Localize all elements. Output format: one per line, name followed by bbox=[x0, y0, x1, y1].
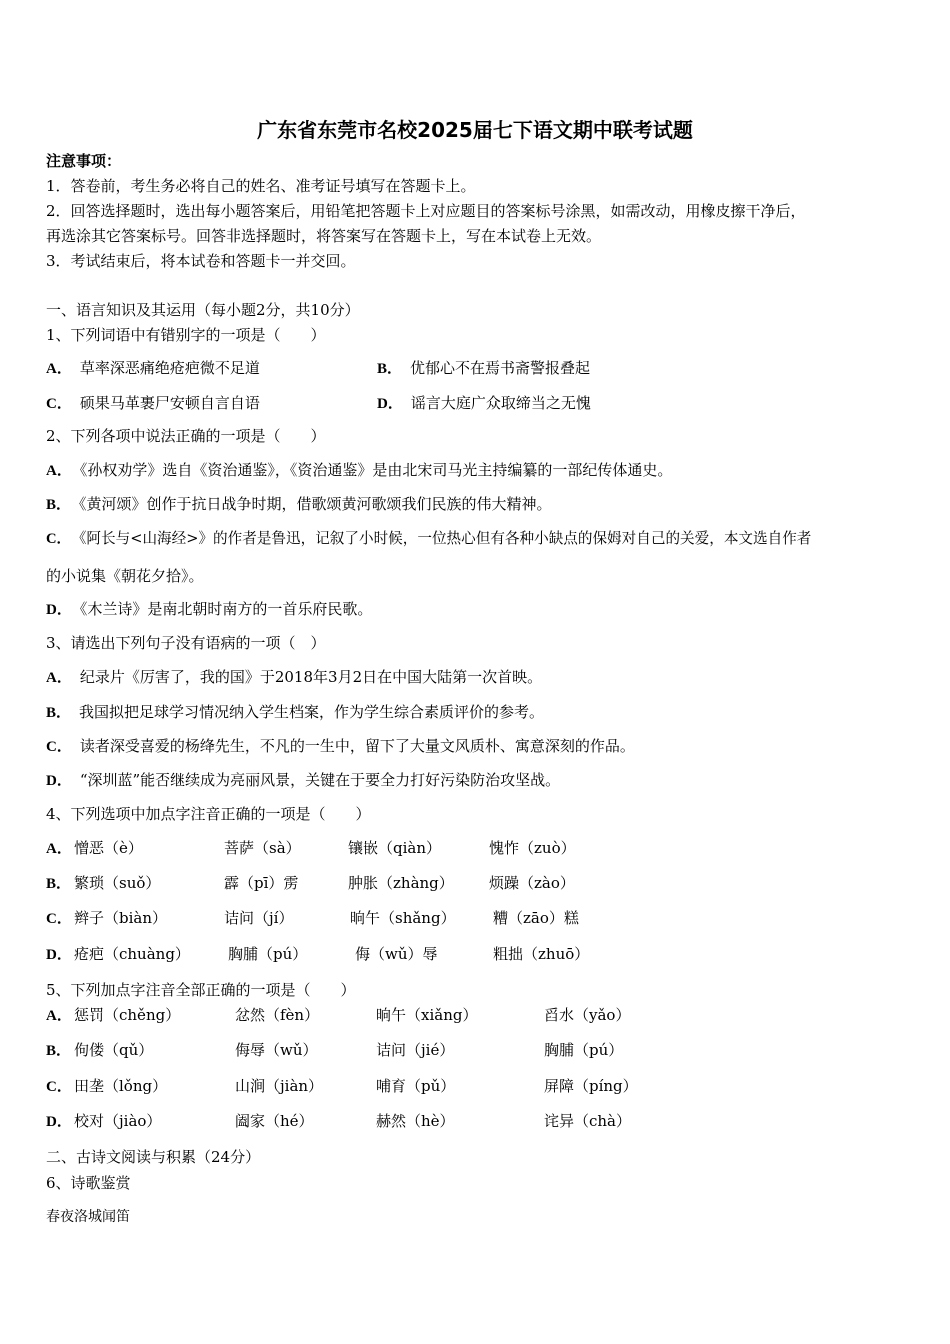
q1-option-b-text: 优郁心不在焉书斋警报叠起 bbox=[410, 359, 591, 377]
question-5-stem: 5、下列加点字注音全部正确的一项是（ ） bbox=[46, 981, 356, 999]
q4-a-item: 愧怍（zuò） bbox=[489, 839, 576, 857]
q2-option-a-text: 《孙权劝学》选自《资治通鉴》，《资治通鉴》是由北宋司马光主持编纂的一部纪传体通史。 bbox=[79, 461, 673, 479]
q2-option-c[interactable]: C． 《阿长与<山海经>》的作者是鲁迅，记叙了小时候，一位热心但有各种小缺点的保姆对自己的关爱，本文选自作者 bbox=[46, 530, 812, 547]
q5-d-item: 阖家（hé） bbox=[235, 1112, 314, 1130]
section-2-heading: 二、古诗文阅读与积累（24分） bbox=[46, 1148, 261, 1166]
q2-option-c-text: 《阿长与<山海经>》的作者是鲁迅，记叙了小时候，一位热心但有各种小缺点的保姆对自己的关爱，本文选自作者 bbox=[79, 530, 812, 547]
q3-option-a-text: 纪录片《厉害了，我的国》于2018年3月2日在中国大陆第一次首映。 bbox=[79, 668, 543, 686]
q1-option-c-text: 硕果马革裹尸安顿自言自语 bbox=[79, 394, 260, 412]
q2-option-d-text: 《木兰诗》是南北朝时南方的一首乐府民歌。 bbox=[79, 600, 373, 618]
section-1-heading: 一、语言知识及其运用（每小题2分，共10分） bbox=[46, 301, 360, 319]
q4-c-item: 辫子（biàn） bbox=[74, 909, 168, 927]
q3-option-d-text: “深圳蓝”能否继续成为亮丽风景，关键在于要全力打好污染防治攻坚战。 bbox=[79, 771, 561, 789]
q1-option-d-text: 谣言大庭广众取缔当之无愧 bbox=[410, 394, 591, 412]
q2-option-d[interactable]: D． 《木兰诗》是南北朝时南方的一首乐府民歌。 bbox=[46, 600, 373, 618]
q4-d-item: 疮疤（chuàng） bbox=[74, 945, 190, 963]
q3-option-b[interactable]: B． 我国拟把足球学习情况纳入学生档案，作为学生综合素质评价的参考。 bbox=[46, 703, 545, 721]
q4-d-item: 胸脯（pú） bbox=[228, 945, 308, 963]
q5-c-item: 田垄（lǒng） bbox=[74, 1077, 168, 1095]
q4-b-item: 繁琐（suǒ） bbox=[74, 874, 161, 892]
q4-d-item: 粗拙（zhuō） bbox=[493, 945, 590, 963]
notice-item: 1．答卷前，考生务必将自己的姓名、准考证号填写在答题卡上。 bbox=[46, 177, 476, 195]
q4-a-item: 镶嵌（qiàn） bbox=[348, 839, 442, 857]
q3-option-b-text: 我国拟把足球学习情况纳入学生档案，作为学生综合素质评价的参考。 bbox=[79, 703, 545, 721]
q5-d-item: 诧异（chà） bbox=[544, 1112, 632, 1130]
q1-option-b[interactable]: B． 优郁心不在焉书斋警报叠起 bbox=[377, 359, 591, 377]
q2-option-a[interactable]: A． 《孙权劝学》选自《资治通鉴》，《资治通鉴》是由北宋司马光主持编纂的一部纪传体通史。 bbox=[46, 461, 673, 479]
q3-option-c-text: 读者深受喜爱的杨绛先生，不凡的一生中，留下了大量文风质朴、寓意深刻的作品。 bbox=[79, 737, 635, 755]
question-2-stem: 2、下列各项中说法正确的一项是（ ） bbox=[46, 427, 326, 445]
q3-option-c[interactable]: C． 读者深受喜爱的杨绛先生，不凡的一生中，留下了大量文风质朴、寓意深刻的作品。 bbox=[46, 737, 635, 755]
q5-d-item: 校对（jiào） bbox=[74, 1112, 162, 1130]
q5-a-item: 晌午（xiǎng） bbox=[376, 1006, 478, 1024]
q1-option-d[interactable]: D． 谣言大庭广众取缔当之无愧 bbox=[377, 394, 591, 412]
page-title: 广东省东莞市名校2025届七下语文期中联考试题 bbox=[257, 118, 693, 142]
question-6-stem: 6、诗歌鉴赏 bbox=[46, 1174, 131, 1192]
q4-d-item: 侮（wǔ）辱 bbox=[355, 945, 438, 963]
q4-option-a[interactable]: A． bbox=[46, 841, 72, 857]
question-3-stem: 3、请选出下列句子没有语病的一项（ ） bbox=[46, 634, 326, 652]
q1-option-c[interactable]: C． 硕果马革裹尸安顿自言自语 bbox=[46, 394, 260, 412]
q5-option-a[interactable]: A． bbox=[46, 1008, 72, 1024]
q1-option-a[interactable]: A． 草率深恶痛绝疮疤微不足道 bbox=[46, 359, 260, 377]
q5-c-item: 山涧（jiàn） bbox=[235, 1077, 324, 1095]
q5-a-item: 惩罚（chěng） bbox=[74, 1006, 181, 1024]
q4-b-item: 烦躁（zào） bbox=[489, 874, 575, 892]
q5-b-item: 胸脯（pú） bbox=[544, 1041, 624, 1059]
q4-option-d[interactable]: D． bbox=[46, 947, 72, 963]
q3-option-a[interactable]: A． 纪录片《厉害了，我的国》于2018年3月2日在中国大陆第一次首映。 bbox=[46, 668, 543, 686]
q4-b-item: 肿胀（zhàng） bbox=[348, 874, 454, 892]
q5-a-item: 忿然（fèn） bbox=[235, 1006, 320, 1024]
q4-c-item: 糟（zāo）糕 bbox=[493, 909, 579, 927]
q5-option-b[interactable]: B． bbox=[46, 1043, 72, 1059]
q2-option-b-text: 《黄河颂》创作于抗日战争时期，借歌颂黄河歌颂我们民族的伟大精神。 bbox=[79, 495, 552, 513]
q5-b-item: 侮辱（wǔ） bbox=[235, 1041, 318, 1059]
q5-d-item: 赫然（hè） bbox=[376, 1112, 455, 1130]
q4-b-item: 霹（pī）雳 bbox=[224, 874, 299, 892]
q5-b-item: 佝偻（qǔ） bbox=[74, 1041, 154, 1059]
question-4-stem: 4、下列选项中加点字注音正确的一项是（ ） bbox=[46, 805, 371, 823]
q2-option-b[interactable]: B． 《黄河颂》创作于抗日战争时期，借歌颂黄河歌颂我们民族的伟大精神。 bbox=[46, 495, 552, 513]
notice-item: 3．考试结束后，将本试卷和答题卡一并交回。 bbox=[46, 252, 356, 270]
q5-b-item: 诘问（jié） bbox=[376, 1041, 455, 1059]
question-1-stem: 1、下列词语中有错别字的一项是（ ） bbox=[46, 326, 326, 344]
q5-c-item: 哺育（pǔ） bbox=[376, 1077, 456, 1095]
notice-item: 2．回答选择题时，选出每小题答案后，用铅笔把答题卡上对应题目的答案标号涂黑，如需改动，用橡皮擦干净后， bbox=[46, 202, 806, 220]
q4-option-b[interactable]: B． bbox=[46, 876, 72, 892]
notice-heading: 注意事项： bbox=[46, 152, 122, 170]
q5-option-d[interactable]: D． bbox=[46, 1114, 72, 1130]
q4-option-c[interactable]: C． bbox=[46, 911, 72, 927]
poem-title: 春夜洛城闻笛 bbox=[46, 1209, 130, 1225]
q4-a-item: 憎恶（è） bbox=[74, 839, 143, 857]
q2-option-c-continued: 的小说集《朝花夕拾》。 bbox=[46, 567, 204, 585]
q4-c-item: 晌午（shǎng） bbox=[350, 909, 456, 927]
q5-c-item: 屏障（píng） bbox=[544, 1077, 638, 1095]
q3-option-d[interactable]: D． “深圳蓝”能否继续成为亮丽风景，关键在于要全力打好污染防治攻坚战。 bbox=[46, 771, 561, 789]
q5-a-item: 舀水（yǎo） bbox=[544, 1006, 631, 1024]
notice-item: 再选涂其它答案标号。回答非选择题时，将答案写在答题卡上，写在本试卷上无效。 bbox=[46, 227, 602, 245]
q5-option-c[interactable]: C． bbox=[46, 1079, 72, 1095]
q4-c-item: 诘问（jí） bbox=[224, 909, 294, 927]
q4-a-item: 菩萨（sà） bbox=[224, 839, 301, 857]
q1-option-a-text: 草率深恶痛绝疮疤微不足道 bbox=[79, 359, 260, 377]
